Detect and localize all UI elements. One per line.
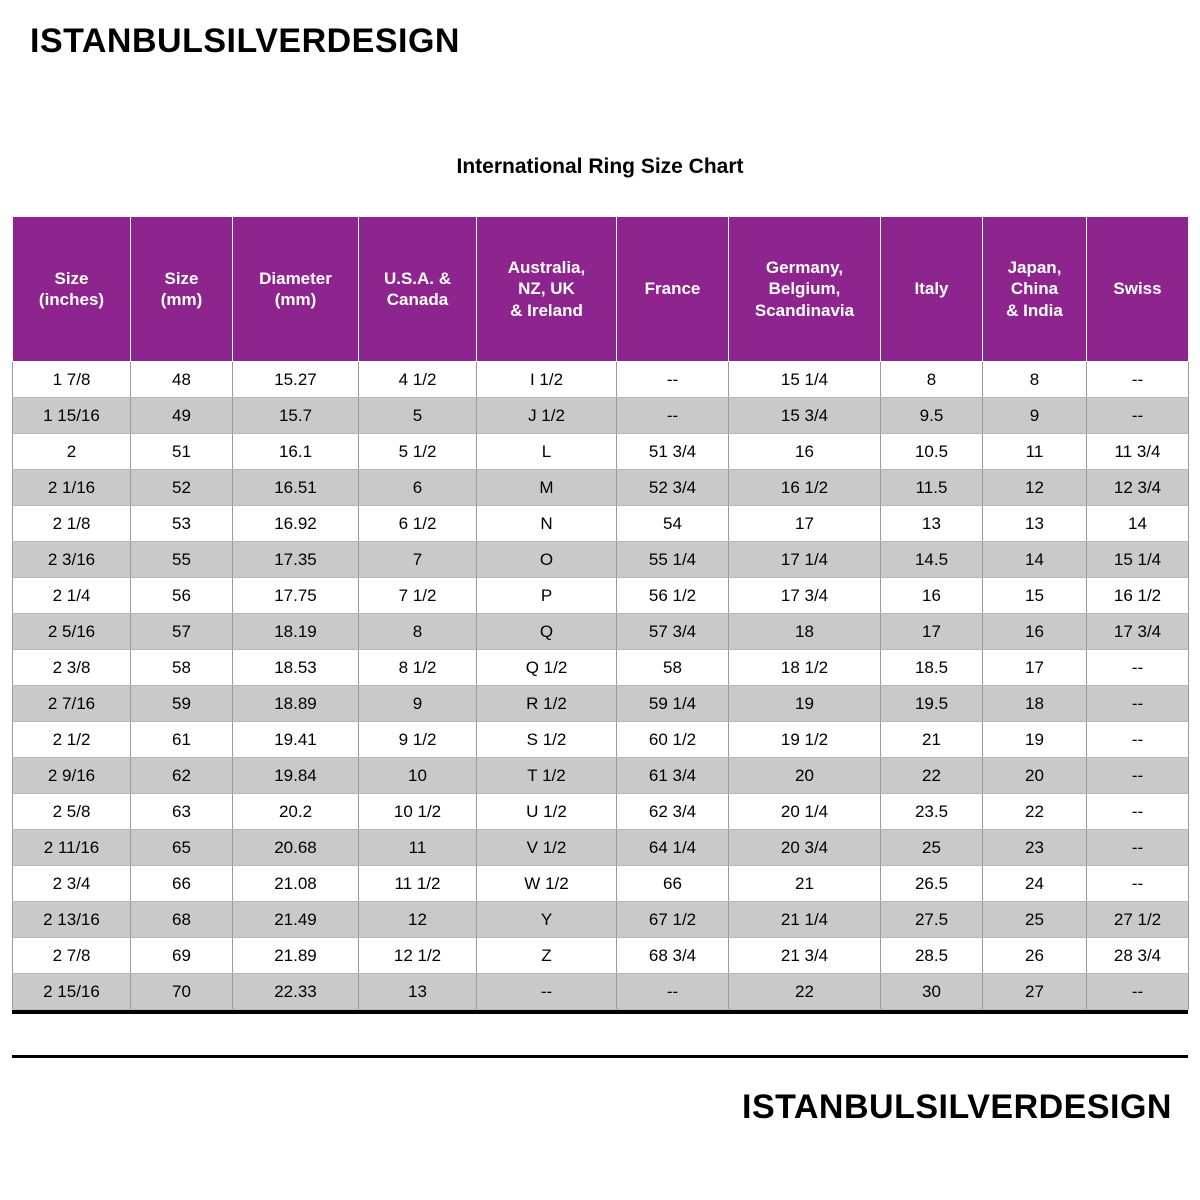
table-cell: 58 [131,650,233,686]
header-row [13,217,1189,362]
table-cell: 10 [359,758,477,794]
table-cell: -- [1087,362,1189,398]
table-cell: 2 15/16 [13,974,131,1010]
table-cell: 27.5 [881,902,983,938]
table-cell: -- [1087,686,1189,722]
table-cell: 26.5 [881,866,983,902]
table-cell: J 1/2 [477,398,617,434]
table-cell: 2 5/8 [13,794,131,830]
table-cell: 70 [131,974,233,1010]
column-header: U.S.A. & Canada [359,217,477,362]
table-cell: 17 3/4 [1087,614,1189,650]
table-cell: -- [1087,974,1189,1010]
table-cell: 12 3/4 [1087,470,1189,506]
table-row [13,686,1189,722]
column-header: Swiss [1087,217,1189,362]
table-cell: 19 1/2 [729,722,881,758]
table-cell: 13 [983,506,1087,542]
table-cell: 21.49 [233,902,359,938]
table-cell: 8 [983,362,1087,398]
table-cell: S 1/2 [477,722,617,758]
table-cell: 57 3/4 [617,614,729,650]
table-cell: -- [1087,866,1189,902]
table-cell: 66 [131,866,233,902]
table-row [13,866,1189,902]
table-cell: 16 [881,578,983,614]
table-cell: W 1/2 [477,866,617,902]
table-body [13,362,1189,1010]
table-cell: 2 7/16 [13,686,131,722]
table-row [13,506,1189,542]
table-row [13,614,1189,650]
table-cell: 15.27 [233,362,359,398]
table-cell: -- [477,974,617,1010]
table-row [13,650,1189,686]
table-cell: 56 1/2 [617,578,729,614]
table-cell: 18.5 [881,650,983,686]
table-cell: 11 [359,830,477,866]
table-cell: 11 1/2 [359,866,477,902]
table-cell: 12 1/2 [359,938,477,974]
table-cell: 15 [983,578,1087,614]
table-cell: Q 1/2 [477,650,617,686]
table-cell: -- [617,362,729,398]
table-cell: 14.5 [881,542,983,578]
table-cell: 2 1/8 [13,506,131,542]
table-cell: 17.35 [233,542,359,578]
table-row [13,542,1189,578]
table-cell: V 1/2 [477,830,617,866]
table-cell: 30 [881,974,983,1010]
table-cell: 18.19 [233,614,359,650]
table-cell: 22 [881,758,983,794]
table-row [13,902,1189,938]
table-cell: 49 [131,398,233,434]
table-cell: P [477,578,617,614]
table-cell: 18 [983,686,1087,722]
page-title: International Ring Size Chart [456,155,744,178]
column-header: Germany, Belgium, Scandinavia [729,217,881,362]
table-cell: 62 3/4 [617,794,729,830]
table-cell: 22 [983,794,1087,830]
table-cell: 21 3/4 [729,938,881,974]
table-cell: R 1/2 [477,686,617,722]
table-cell: 12 [983,470,1087,506]
table-cell: 16 1/2 [729,470,881,506]
table-cell: 4 1/2 [359,362,477,398]
table-cell: 2 3/16 [13,542,131,578]
table-cell: 57 [131,614,233,650]
table-cell: 25 [881,830,983,866]
table-row [13,362,1189,398]
table-cell: 7 1/2 [359,578,477,614]
table-cell: 16.1 [233,434,359,470]
table-cell: -- [617,398,729,434]
table-cell: 2 9/16 [13,758,131,794]
table-cell: 17 [729,506,881,542]
table-cell: 59 1/4 [617,686,729,722]
table-cell: L [477,434,617,470]
table-cell: 61 3/4 [617,758,729,794]
column-header: Italy [881,217,983,362]
table-cell: 11 [983,434,1087,470]
table-cell: 13 [359,974,477,1010]
table-row [13,758,1189,794]
table-cell: 28.5 [881,938,983,974]
table-cell: 69 [131,938,233,974]
table-cell: 10.5 [881,434,983,470]
table-cell: 60 1/2 [617,722,729,758]
table-cell: 16 [729,434,881,470]
brand-wordmark-top: ISTANBULSILVERDESIGN [30,22,460,60]
divider-top [12,1010,1188,1014]
table-cell: U 1/2 [477,794,617,830]
table-cell: 68 [131,902,233,938]
table-row [13,398,1189,434]
table-cell: 19.84 [233,758,359,794]
table-cell: 9 [983,398,1087,434]
table-row [13,830,1189,866]
table-cell: 18 1/2 [729,650,881,686]
table-cell: 15 1/4 [1087,542,1189,578]
table-cell: 14 [1087,506,1189,542]
table-cell: 64 1/4 [617,830,729,866]
table-cell: 66 [617,866,729,902]
table-cell: 11.5 [881,470,983,506]
table-cell: -- [1087,722,1189,758]
table-cell: 13 [881,506,983,542]
table-cell: 20 3/4 [729,830,881,866]
table-cell: 17.75 [233,578,359,614]
table-cell: 62 [131,758,233,794]
table-cell: -- [1087,758,1189,794]
table-cell: Y [477,902,617,938]
table-cell: 6 1/2 [359,506,477,542]
ring-size-table [12,216,1189,1010]
table-cell: 22 [729,974,881,1010]
table-cell: 21.89 [233,938,359,974]
table-cell: 55 [131,542,233,578]
table-cell: 67 1/2 [617,902,729,938]
table-cell: 2 1/4 [13,578,131,614]
table-cell: 20.2 [233,794,359,830]
column-header: France [617,217,729,362]
table-cell: 2 13/16 [13,902,131,938]
table-cell: I 1/2 [477,362,617,398]
column-header: Australia, NZ, UK & Ireland [477,217,617,362]
table-cell: O [477,542,617,578]
table-cell: Q [477,614,617,650]
table-row [13,794,1189,830]
table-cell: 2 11/16 [13,830,131,866]
table-cell: -- [1087,794,1189,830]
table-cell: -- [617,974,729,1010]
table-row [13,470,1189,506]
table-cell: 52 3/4 [617,470,729,506]
table-cell: 48 [131,362,233,398]
table-cell: 9.5 [881,398,983,434]
table-cell: 20 [983,758,1087,794]
table-cell: 16 1/2 [1087,578,1189,614]
table-cell: 58 [617,650,729,686]
table-cell: 8 [881,362,983,398]
table-cell: 24 [983,866,1087,902]
table-cell: 63 [131,794,233,830]
table-cell: 16.51 [233,470,359,506]
table-cell: 5 [359,398,477,434]
table-cell: -- [1087,398,1189,434]
table-cell: 5 1/2 [359,434,477,470]
table-cell: 54 [617,506,729,542]
table-cell: Z [477,938,617,974]
table-cell: 27 [983,974,1087,1010]
table-cell: 26 [983,938,1087,974]
table-cell: 15 3/4 [729,398,881,434]
table-cell: 11 3/4 [1087,434,1189,470]
table-cell: 18.89 [233,686,359,722]
brand-wordmark-bottom: ISTANBULSILVERDESIGN [742,1088,1172,1126]
table-cell: -- [1087,830,1189,866]
column-header: Size (mm) [131,217,233,362]
table-cell: 53 [131,506,233,542]
table-cell: 21 [881,722,983,758]
table-cell: 19.5 [881,686,983,722]
table-cell: 59 [131,686,233,722]
table-cell: 16 [983,614,1087,650]
table-cell: 2 1/2 [13,722,131,758]
table-cell: -- [1087,650,1189,686]
table-cell: 2 3/4 [13,866,131,902]
column-header: Diameter (mm) [233,217,359,362]
table-row [13,578,1189,614]
table-cell: 19 [983,722,1087,758]
table-row [13,938,1189,974]
table-cell: M [477,470,617,506]
table-cell: 9 1/2 [359,722,477,758]
table-cell: 65 [131,830,233,866]
table-cell: 16.92 [233,506,359,542]
table-cell: 6 [359,470,477,506]
table-cell: 8 [359,614,477,650]
table-cell: 18.53 [233,650,359,686]
table-cell: 9 [359,686,477,722]
table-cell: 17 [983,650,1087,686]
table-row [13,722,1189,758]
table-cell: 21 1/4 [729,902,881,938]
table-cell: 22.33 [233,974,359,1010]
table-cell: 17 [881,614,983,650]
table-cell: 14 [983,542,1087,578]
table-cell: 52 [131,470,233,506]
table-cell: 2 7/8 [13,938,131,974]
table-cell: 2 5/16 [13,614,131,650]
table-cell: 1 7/8 [13,362,131,398]
table-cell: 18 [729,614,881,650]
table-cell: 12 [359,902,477,938]
table-cell: 8 1/2 [359,650,477,686]
table-header [13,217,1189,362]
table-cell: 2 3/8 [13,650,131,686]
divider-bottom [12,1055,1188,1058]
table-cell: 61 [131,722,233,758]
table-row [13,974,1189,1010]
table-cell: 7 [359,542,477,578]
table-cell: 27 1/2 [1087,902,1189,938]
table-cell: 17 1/4 [729,542,881,578]
column-header: Japan, China & India [983,217,1087,362]
table-cell: 20 [729,758,881,794]
table-cell: 10 1/2 [359,794,477,830]
table-cell: 51 [131,434,233,470]
table-cell: N [477,506,617,542]
table-cell: 17 3/4 [729,578,881,614]
table-cell: 15.7 [233,398,359,434]
table-cell: 19 [729,686,881,722]
table-cell: 25 [983,902,1087,938]
table-cell: T 1/2 [477,758,617,794]
table-cell: 1 15/16 [13,398,131,434]
table-cell: 19.41 [233,722,359,758]
table-cell: 20.68 [233,830,359,866]
table-cell: 23.5 [881,794,983,830]
table-cell: 51 3/4 [617,434,729,470]
ring-size-table-container [12,216,1188,1010]
table-cell: 56 [131,578,233,614]
table-cell: 55 1/4 [617,542,729,578]
table-cell: 21.08 [233,866,359,902]
table-row [13,434,1189,470]
column-header: Size (inches) [13,217,131,362]
table-cell: 20 1/4 [729,794,881,830]
table-cell: 21 [729,866,881,902]
table-cell: 2 [13,434,131,470]
table-cell: 2 1/16 [13,470,131,506]
table-cell: 15 1/4 [729,362,881,398]
table-cell: 28 3/4 [1087,938,1189,974]
table-cell: 23 [983,830,1087,866]
table-cell: 68 3/4 [617,938,729,974]
